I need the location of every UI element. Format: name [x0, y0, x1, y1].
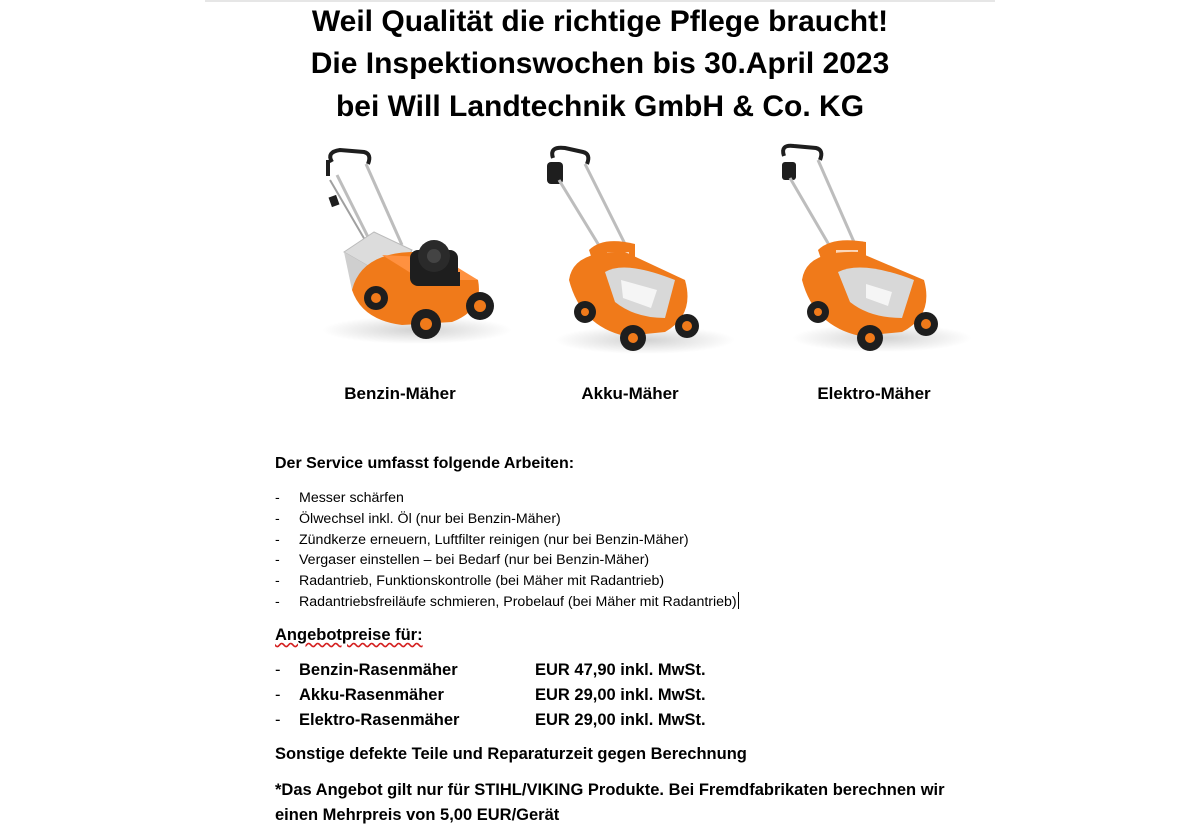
price-row-name: Akku-Rasenmäher	[299, 685, 444, 704]
benzin-maeher-image	[292, 140, 512, 370]
price-row-value: EUR 47,90 inkl. MwSt.	[535, 661, 706, 679]
other-repairs-note: Sonstige defekte Teile und Reparaturzeit gegen Berechnung	[275, 745, 747, 763]
offers-heading-text: Angebotpreise für:	[275, 626, 423, 644]
list-bullet: -	[275, 490, 280, 506]
price-row-value: EUR 29,00 inkl. MwSt.	[535, 710, 706, 729]
price-row-name: Elektro-Rasenmäher	[299, 710, 460, 729]
service-heading: Der Service umfasst folgende Arbeiten:	[275, 455, 575, 472]
elektro-maeher-label: Elektro-Mäher	[817, 384, 931, 403]
akku-maeher-image	[525, 140, 745, 370]
list-bullet: -	[275, 685, 281, 704]
service-item-text-content: Radantriebsfreiläufe schmieren, Probelauf (bei Mäher mit Radantrieb)	[299, 593, 737, 610]
service-item-text: Ölwechsel inkl. Öl (nur bei Benzin-Mäher)	[299, 510, 561, 527]
list-bullet: -	[275, 552, 280, 569]
list-bullet: -	[275, 573, 280, 590]
list-bullet: -	[275, 593, 280, 610]
headline-line-3: bei Will Landtechnik GmbH & Co. KG	[335, 90, 865, 123]
headline-line-1: Weil Qualität die richtige Pflege braucht!	[311, 5, 889, 38]
price-row-value: EUR 29,00 inkl. MwSt.	[535, 685, 706, 704]
service-item-text: Messer schärfen	[299, 490, 404, 506]
list-bullet: -	[275, 710, 281, 729]
list-bullet: -	[275, 531, 280, 548]
price-row-name: Benzin-Rasenmäher	[299, 661, 458, 679]
service-item-text	[299, 592, 739, 613]
benzin-maeher-label: Benzin-Mäher	[344, 384, 456, 403]
service-item-text: Zündkerze erneuern, Luftfilter reinigen (nur bei Benzin-Mäher)	[299, 531, 689, 548]
elektro-maeher-image	[762, 138, 982, 368]
service-item-text: Radantrieb, Funktionskontrolle (bei Mäher mit Radantrieb)	[299, 573, 665, 590]
list-bullet: -	[275, 510, 280, 527]
akku-maeher-label: Akku-Mäher	[581, 384, 679, 403]
service-item-text: Vergaser einstellen – bei Bedarf (nur bei Benzin-Mäher)	[299, 552, 650, 569]
headline-line-2: Die Inspektionswochen bis 30.April 2023	[310, 47, 890, 80]
text-cursor[interactable]	[738, 592, 739, 609]
offer-footnote: *Das Angebot gilt nur für STIHL/VIKING Produkte. Bei Fremdfabrikaten berechnen wir einen Mehrpreis von 5,00 EUR/Gerät	[275, 781, 945, 824]
list-bullet: -	[275, 661, 281, 679]
offers-heading	[275, 626, 423, 645]
